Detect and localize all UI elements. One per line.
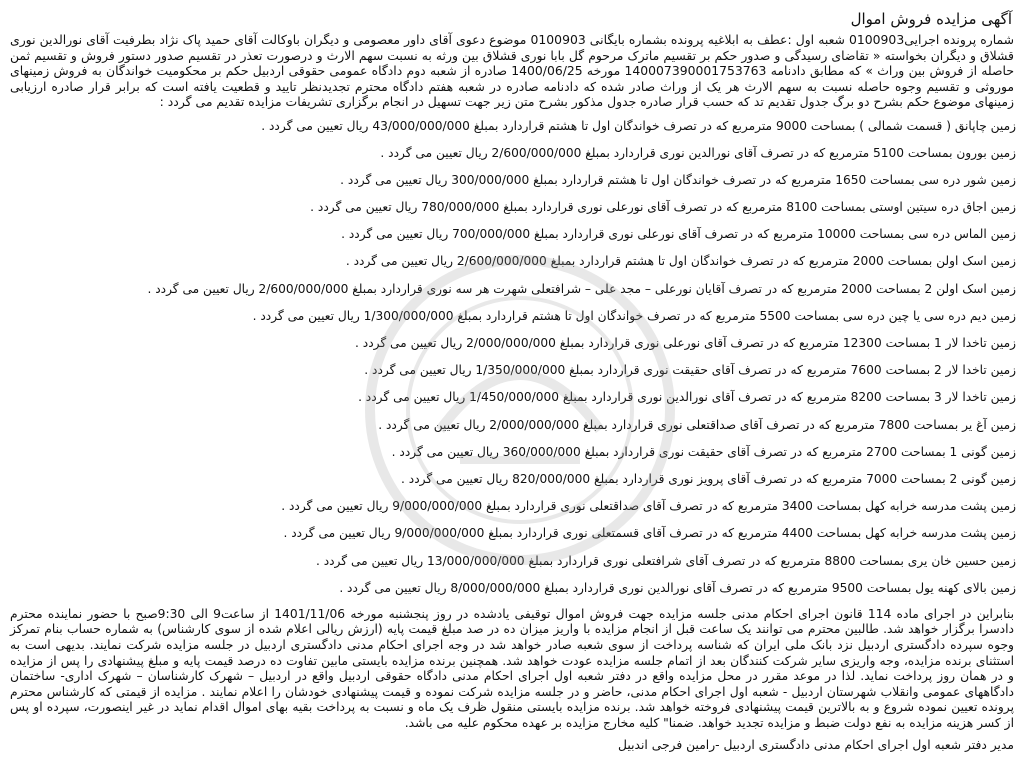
property-item: زمین گونی 2 بمساحت 7000 مترمربع که در تصرف آقای پرویز نوری قراردارد بمبلغ 820/000/000 ریال تعیین می گردد . bbox=[401, 471, 1016, 486]
auction-terms-paragraph: بنابراین در اجرای ماده 114 قانون اجرای احکام مدنی جلسه مزایده جهت فروش اموال توقیفی یادشده در روز پنجشنبه مورخه 1401/11/06 از ساعت9 الی 9:30صبح با حضور نماینده محترم دادسرا برگزار خواهد شد. طالبین محترم می توانند یک ساعت قبل از انجام مزایده با واریز میزان ده در صد مبلغ قیمت پایه (ارزش ریالی اعلام شده از سوی کارشناس) به شماره حساب بنام تمرکز وجوه سپرده دادگستری اردبیل نزد بانک ملی ایران که شناسه پرداخت از سوی شعبه صادر خواهد شد در وجه اجرای احکام مدنی دادگستری اردبیل در جلسه مزایده شرکت نمایند. بدیهی است به استثنای برنده مزایده، وجه واریزی سایر شرکت کنندگان بعد از اتمام جلسه مزایده عودت خواهد شد. همچنین برنده مزایده بایستی مابین تفاوت ده درصد قیمت پایه و مبلغ پیشنهادی را پس از مزایده و در همان روز پرداخت نماید. لذا در موعد مقرر در محل مزایده واقع در دفتر شعبه اول اجرای احکام مدنی دادگاه حقوقی اردبیل واقع در اردبیل – شهرک کارشناسان – شهرک اداری- ساختمان دادگاههای عمومی وانقلاب شهرستان اردبیل - شعبه اول اجرای احکام مدنی، حاضر و در جلسه مزایده شرکت نموده و قیمت پیشنهادی خودشان را اعلام نمایند . مزایده از قیمتی که کارشناس محترم پرونده تعیین نموده شروع و به بالاترین قیمت پیشنهادی فروخته خواهد شد. برنده مزایده بایستی منقول ظرف یک ماه و نسبت به پرداخت بقیه بهای اموال اقدام نماید در غیر اینصورت، سپرده او پس از کسر هزینه مزایده به نفع دولت ضبط و مزایده تجدید خواهد. ضمنا" کلیه مخارج مزایده بر عهده محکوم علیه می باشد. bbox=[10, 606, 1014, 731]
property-item: زمین بورون بمساحت 5100 مترمربع که در تصرف آقای نورالدین نوری قراردارد بمبلغ 2/600/000/000 ریال تعیین می گردد . bbox=[380, 145, 1016, 160]
property-item: زمین حسین خان یری بمساحت 8800 مترمربع که در تصرف آقای شرافتعلی نوری قراردارد بمبلغ 13/000/000/000 ریال تعیین می گردد . bbox=[315, 553, 1016, 568]
property-item: زمین پشت مدرسه خرابه کهل بمساحت 4400 مترمربع که در تصرف آقای قسمتعلی نوری قراردارد بمبلغ 9/000/000/000 ریال تعیین می گردد . bbox=[283, 526, 1016, 541]
property-item: زمین اسک اولن 2 بمساحت 2000 مترمربع که در تصرف آقایان نورعلی – مجد علی – شرافتعلی شهرت هر سه نوری قراردارد بمبلغ 2/600/000/000 ریال تعیین می گردد . bbox=[147, 281, 1016, 296]
property-item: زمین الماس دره سی بمساحت 10000 مترمربع که در تصرف آقای نورعلی نوری قراردارد بمبلغ 700/000/000 ریال تعیین می گردد . bbox=[341, 227, 1016, 242]
property-item: زمین اسک اولن بمساحت 2000 مترمربع که در تصرف خواندگان اول تا هشتم قراردارد بمبلغ 2/600/000/000 ریال تعیین می گردد . bbox=[345, 254, 1016, 269]
property-item: زمین دیم دره سی یا چین دره سی بمساحت 5500 مترمربع که در تصرف خواندگان اول تا هشتم قراردارد بمبلغ 1/300/000/000 ریال تعیین می گردد . bbox=[252, 308, 1016, 323]
intro-paragraph: شماره پرونده اجرایی0100903 شعبه اول :عطف به ابلاغیه پرونده بشماره بایگانی 0100903 موضوع دعوی آقای داور معصومی و دیگران باوکالت آقای حمید پاک نژاد بطرفیت آقای نورالدین نوری قشلاق و دیگران بخواسته « تقاضای رسیدگی و صدور حکم بر تقسیم ماترک مرحوم گل بابا نوری قشلاق بین ورثه به نسبت سهم الارث و درصورت تعذر در تقسیم صدور دستور فروش و تقسیم ثمن حاصله از فروش بین وراث » که مطابق دادنامه 14000739000175376​3 مورخه 1400/06/25 صادره از شعبه دوم دادگاه عمومی حقوقی اردبیل حکم بر محکومیت خواندگان به فروش زمینهای موروثی و تقسیم وجوه حاصله نسبت به سهم الارث هر یک از وراث صادر شده که دادنامه صادره در شعبه هفتم دادگاه محترم تجدیدنظر تایید و قطعیت یافته است که برابر قرار صادره ارزیابی زمینهای موضوع حکم بشرح دو برگ جدول تقدیم تد که حسب قرار صادره جدول مذکور بشرح متن زیر جهت تسهیل در انجام برگزاری تشریفات مزایده تقدیم می گردد : bbox=[10, 32, 1015, 109]
property-item: زمین شور دره سی بمساحت 1650 مترمربع که در تصرف خواندگان اول تا هشتم قراردارد بمبلغ 300/000/000 ریال تعیین می گردد . bbox=[340, 172, 1016, 187]
property-item: زمین تاخدا لار 2 بمساحت 7600 مترمربع که در تصرف آقای حقیقت نوری قراردارد بمبلغ 1/350/000/000 ریال تعیین می گردد . bbox=[364, 363, 1016, 378]
property-item: زمین تاخدا لار 3 بمساحت 8200 مترمربع که در تصرف آقای نورالدین نوری قراردارد بمبلغ 1/450/000/000 ریال تعیین می گردد . bbox=[358, 390, 1016, 405]
signature-line: مدیر دفتر شعبه اول اجرای احکام مدنی دادگستری اردبیل -رامین فرجی اندبیل bbox=[618, 737, 1014, 752]
property-item: زمین تاخدا لار 1 بمساحت 12300 مترمربع که در تصرف آقای نورعلی نوری قراردارد بمبلغ 2/000/000/000 ریال تعیین می گردد . bbox=[355, 336, 1016, 350]
property-list bbox=[8, 113, 1016, 602]
property-item: زمین اجاق دره سیتین اوستی بمساحت 8100 مترمربع که در تصرف آقای نورعلی نوری قراردارد بمبلغ 780/000/000 ریال تعیین می گردد . bbox=[310, 200, 1016, 215]
property-item: زمین چاپانق ( قسمت شمالی ) بمساحت 9000 مترمربع که در تصرف خواندگان اول تا هشتم قراردارد بمبلغ 43/000/000/000 ریال تعیین می گردد . bbox=[261, 118, 1016, 133]
property-item: زمین پشت مدرسه خرابه کهل بمساحت 3400 مترمربع که در تصرف آقای صداقتعلی نوری قراردارد بمبلغ 9/000/000/000 ریال تعیین می گردد . bbox=[281, 499, 1016, 514]
property-item: زمین گونی 1 بمساحت 2700 مترمربع که در تصرف آقای حقیقت نوری قراردارد بمبلغ 360/000/000 ریال تعیین می گردد . bbox=[391, 444, 1016, 459]
property-item: زمین آغ یر بمساحت 7800 مترمربع که در تصرف آقای صداقتعلی نوری قراردارد بمبلغ 2/000/000/000 ریال تعیین می گردد . bbox=[378, 417, 1016, 432]
notice-intro bbox=[10, 32, 1014, 110]
property-item: زمین بالای کهنه یول بمساحت 9500 مترمربع که در تصرف آقای نورالدین نوری قراردارد بمبلغ 8/000/000/000 ریال تعیین می گردد . bbox=[339, 580, 1016, 595]
notice-title: آگهی مزایده فروش اموال bbox=[850, 10, 1012, 28]
